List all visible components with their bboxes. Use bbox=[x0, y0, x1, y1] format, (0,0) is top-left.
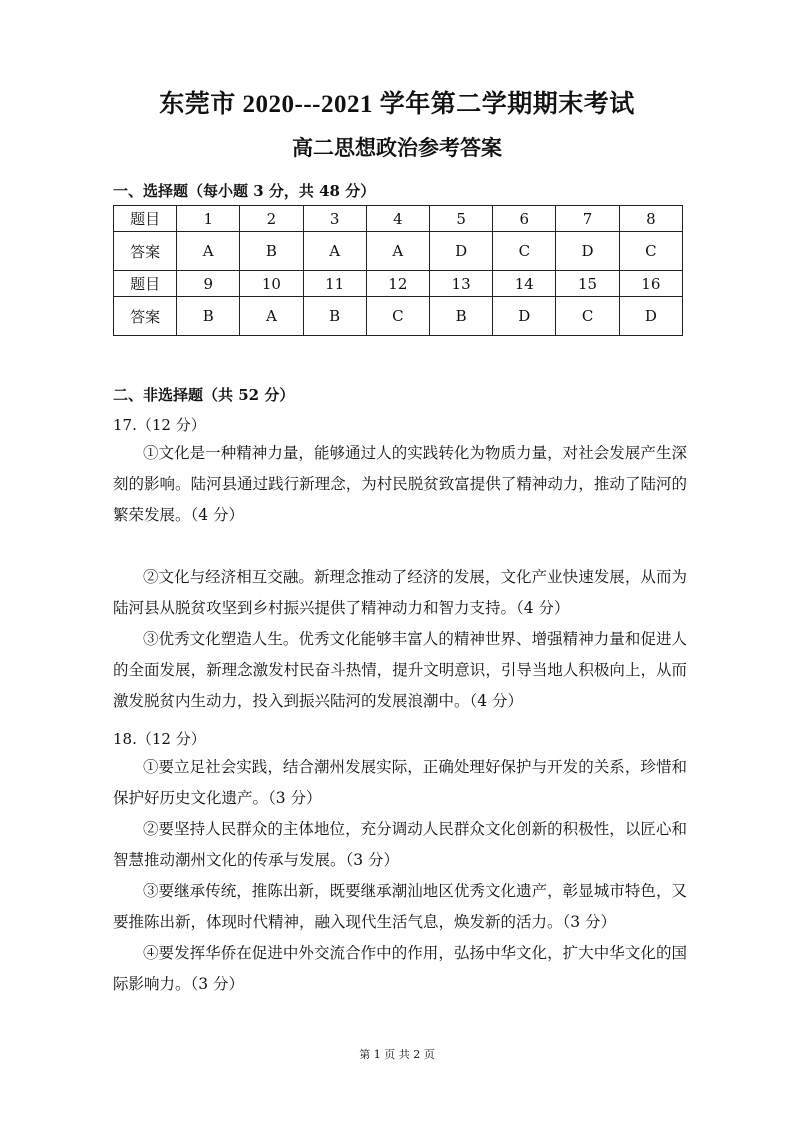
question-number: 12 bbox=[366, 271, 429, 297]
question-18-heading: 18.（12 分） bbox=[113, 730, 206, 748]
question-number: 16 bbox=[619, 271, 682, 297]
question-number: 5 bbox=[429, 206, 492, 232]
question-17-heading: 17.（12 分） bbox=[113, 416, 206, 434]
table-row bbox=[114, 297, 683, 336]
question-number: 4 bbox=[366, 206, 429, 232]
question-number: 15 bbox=[556, 271, 619, 297]
answer-cell: C bbox=[493, 232, 556, 271]
answer-cell: D bbox=[493, 297, 556, 336]
question-number: 7 bbox=[556, 206, 619, 232]
question-number: 14 bbox=[493, 271, 556, 297]
answer-cell: C bbox=[366, 297, 429, 336]
answer-cell: B bbox=[429, 297, 492, 336]
section2-heading: 二、非选择题（共 52 分） bbox=[113, 386, 295, 404]
q18-point-2: ②要坚持人民群众的主体地位，充分调动人民群众文化创新的积极性，以匠心和智慧推动潮州文化的传承与发展。（3 分） bbox=[113, 820, 687, 869]
answer-cell: D bbox=[556, 232, 619, 271]
q18-point-4: ④要发挥华侨在促进中外交流合作中的作用，弘扬中华文化，扩大中华文化的国际影响力。（3 分） bbox=[113, 944, 687, 993]
answer-cell: A bbox=[177, 232, 240, 271]
answer-cell: C bbox=[619, 232, 682, 271]
table-row bbox=[114, 206, 683, 232]
question-number: 6 bbox=[493, 206, 556, 232]
question-number: 1 bbox=[177, 206, 240, 232]
row-label: 答案 bbox=[114, 232, 177, 271]
exam-subtitle: 高二思想政治参考答案 bbox=[292, 135, 502, 160]
answer-cell: C bbox=[556, 297, 619, 336]
answer-cell: A bbox=[240, 297, 303, 336]
answer-cell: D bbox=[619, 297, 682, 336]
answer-cell: D bbox=[429, 232, 492, 271]
multiple-choice-answer-table bbox=[113, 205, 683, 336]
question-number: 8 bbox=[619, 206, 682, 232]
answer-cell: A bbox=[303, 232, 366, 271]
q17-point-1: ①文化是一种精神力量，能够通过人的实践转化为物质力量，对社会发展产生深刻的影响。陆河县通过践行新理念，为村民脱贫致富提供了精神动力，推动了陆河的繁荣发展。（4 分） bbox=[113, 444, 687, 524]
answer-cell: A bbox=[366, 232, 429, 271]
answer-cell: B bbox=[177, 297, 240, 336]
answer-cell: B bbox=[303, 297, 366, 336]
row-label: 题目 bbox=[114, 206, 177, 232]
table-row bbox=[114, 271, 683, 297]
q17-point-3: ③优秀文化塑造人生。优秀文化能够丰富人的精神世界、增强精神力量和促进人的全面发展，新理念激发村民奋斗热情，提升文明意识，引导当地人积极向上，从而激发脱贫内生动力，投入到振兴陆河的发展浪潮中。（4 分） bbox=[113, 630, 687, 710]
section1-heading: 一、选择题（每小题 3 分，共 48 分） bbox=[113, 182, 376, 200]
page-number: 第 1 页 共 2 页 bbox=[359, 1048, 435, 1061]
row-label: 答案 bbox=[114, 297, 177, 336]
q17-point-2: ②文化与经济相互交融。新理念推动了经济的发展，文化产业快速发展，从而为陆河县从脱贫攻坚到乡村振兴提供了精神动力和智力支持。（4 分） bbox=[113, 568, 687, 617]
question-number: 10 bbox=[240, 271, 303, 297]
question-number: 3 bbox=[303, 206, 366, 232]
question-number: 2 bbox=[240, 206, 303, 232]
table-row bbox=[114, 232, 683, 271]
q18-point-1: ①要立足社会实践，结合潮州发展实际，正确处理好保护与开发的关系，珍惜和保护好历史文化遗产。（3 分） bbox=[113, 758, 687, 807]
question-number: 9 bbox=[177, 271, 240, 297]
question-number: 13 bbox=[429, 271, 492, 297]
question-number: 11 bbox=[303, 271, 366, 297]
exam-title: 东莞市 2020---2021 学年第二学期期末考试 bbox=[159, 91, 635, 118]
row-label: 题目 bbox=[114, 271, 177, 297]
q18-point-3: ③要继承传统，推陈出新，既要继承潮汕地区优秀文化遗产，彰显城市特色，又要推陈出新，体现时代精神，融入现代生活气息，焕发新的活力。（3 分） bbox=[113, 882, 687, 931]
answer-cell: B bbox=[240, 232, 303, 271]
